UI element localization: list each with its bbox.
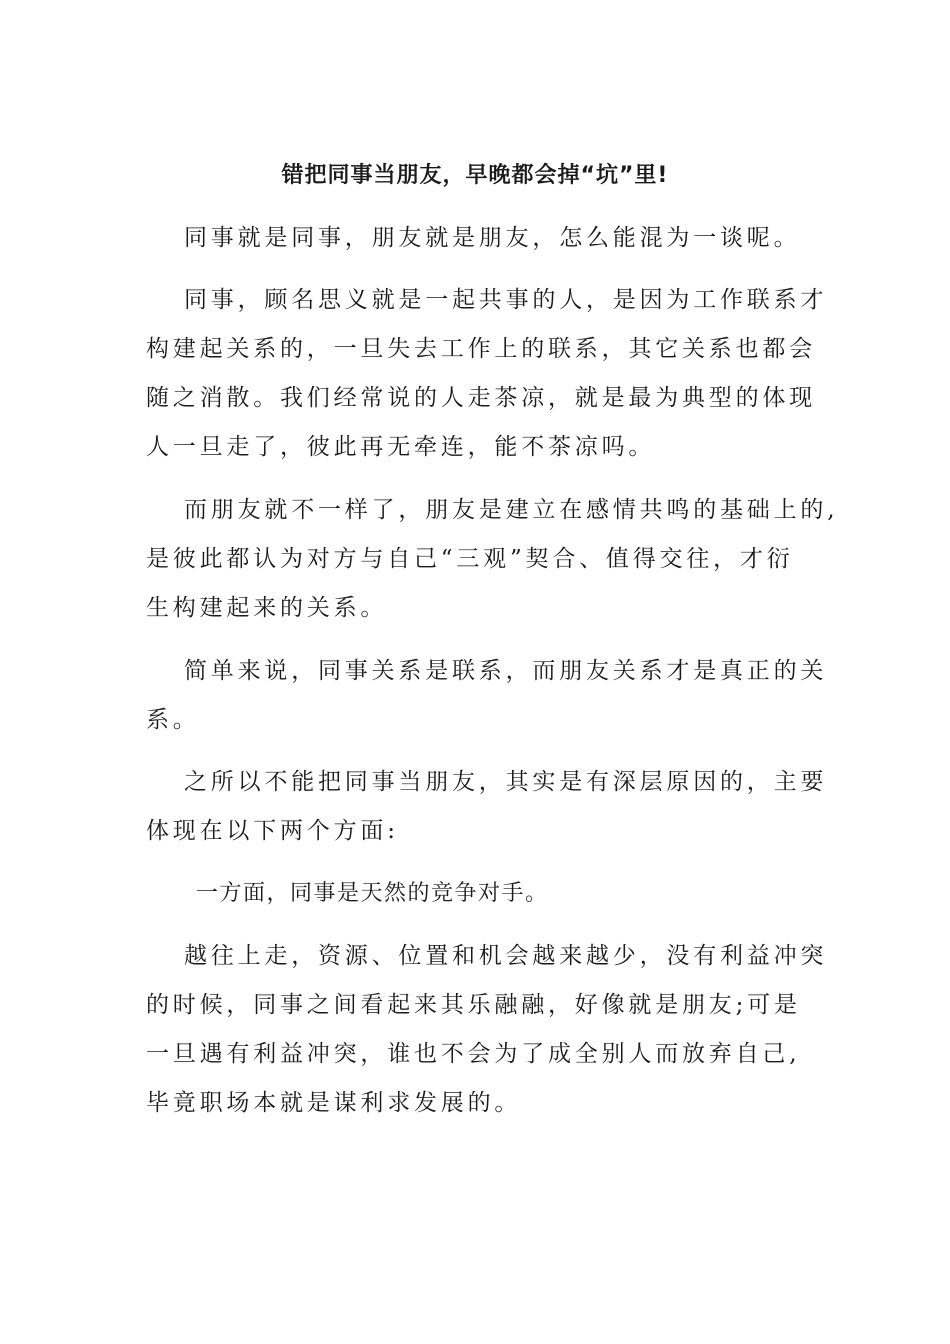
paragraph-line: 体现在以下两个方面:	[146, 818, 399, 844]
paragraph-line: 系。	[146, 707, 200, 733]
paragraph-line: 生构建起来的关系。	[146, 595, 388, 621]
paragraph-line: 随之消散。我们经常说的人走茶凉，就是最为典型的体现	[146, 385, 816, 411]
section-subheading: 一方面，同事是天然的竞争对手。	[196, 881, 549, 906]
paragraph-line: 而朋友就不一样了，朋友是建立在感情共鸣的基础上的,	[184, 497, 839, 523]
paragraph-line: 人一旦走了，彼此再无牵连，能不茶凉吗。	[146, 434, 656, 460]
paragraph-line: 一旦遇有利益冲突，谁也不会为了成全别人而放弃自己,	[146, 1041, 801, 1067]
paragraph-line: 毕竟职场本就是谋利求发展的。	[146, 1090, 522, 1116]
paragraph-line: 同事，顾名思义就是一起共事的人，是因为工作联系才	[184, 287, 828, 313]
paragraph-line: 的时候，同事之间看起来其乐融融，好像就是朋友;可是	[146, 992, 801, 1018]
paragraph-line: 构建起关系的，一旦失去工作上的联系，其它关系也都会	[146, 336, 816, 362]
paragraph-line: 越往上走，资源、位置和机会越来越少，没有利益冲突	[184, 943, 828, 969]
document-title: 错把同事当朋友，早晚都会掉“坑”里!	[281, 163, 669, 188]
paragraph-line: 简单来说，同事关系是联系，而朋友关系才是真正的关	[184, 658, 828, 684]
paragraph-line: 之所以不能把同事当朋友，其实是有深层原因的，主要	[184, 769, 828, 795]
paragraph-line: 同事就是同事，朋友就是朋友，怎么能混为一谈呢。	[184, 225, 801, 251]
paragraph-line: 是彼此都认为对方与自己“三观”契合、值得交往，才衍	[146, 546, 794, 572]
